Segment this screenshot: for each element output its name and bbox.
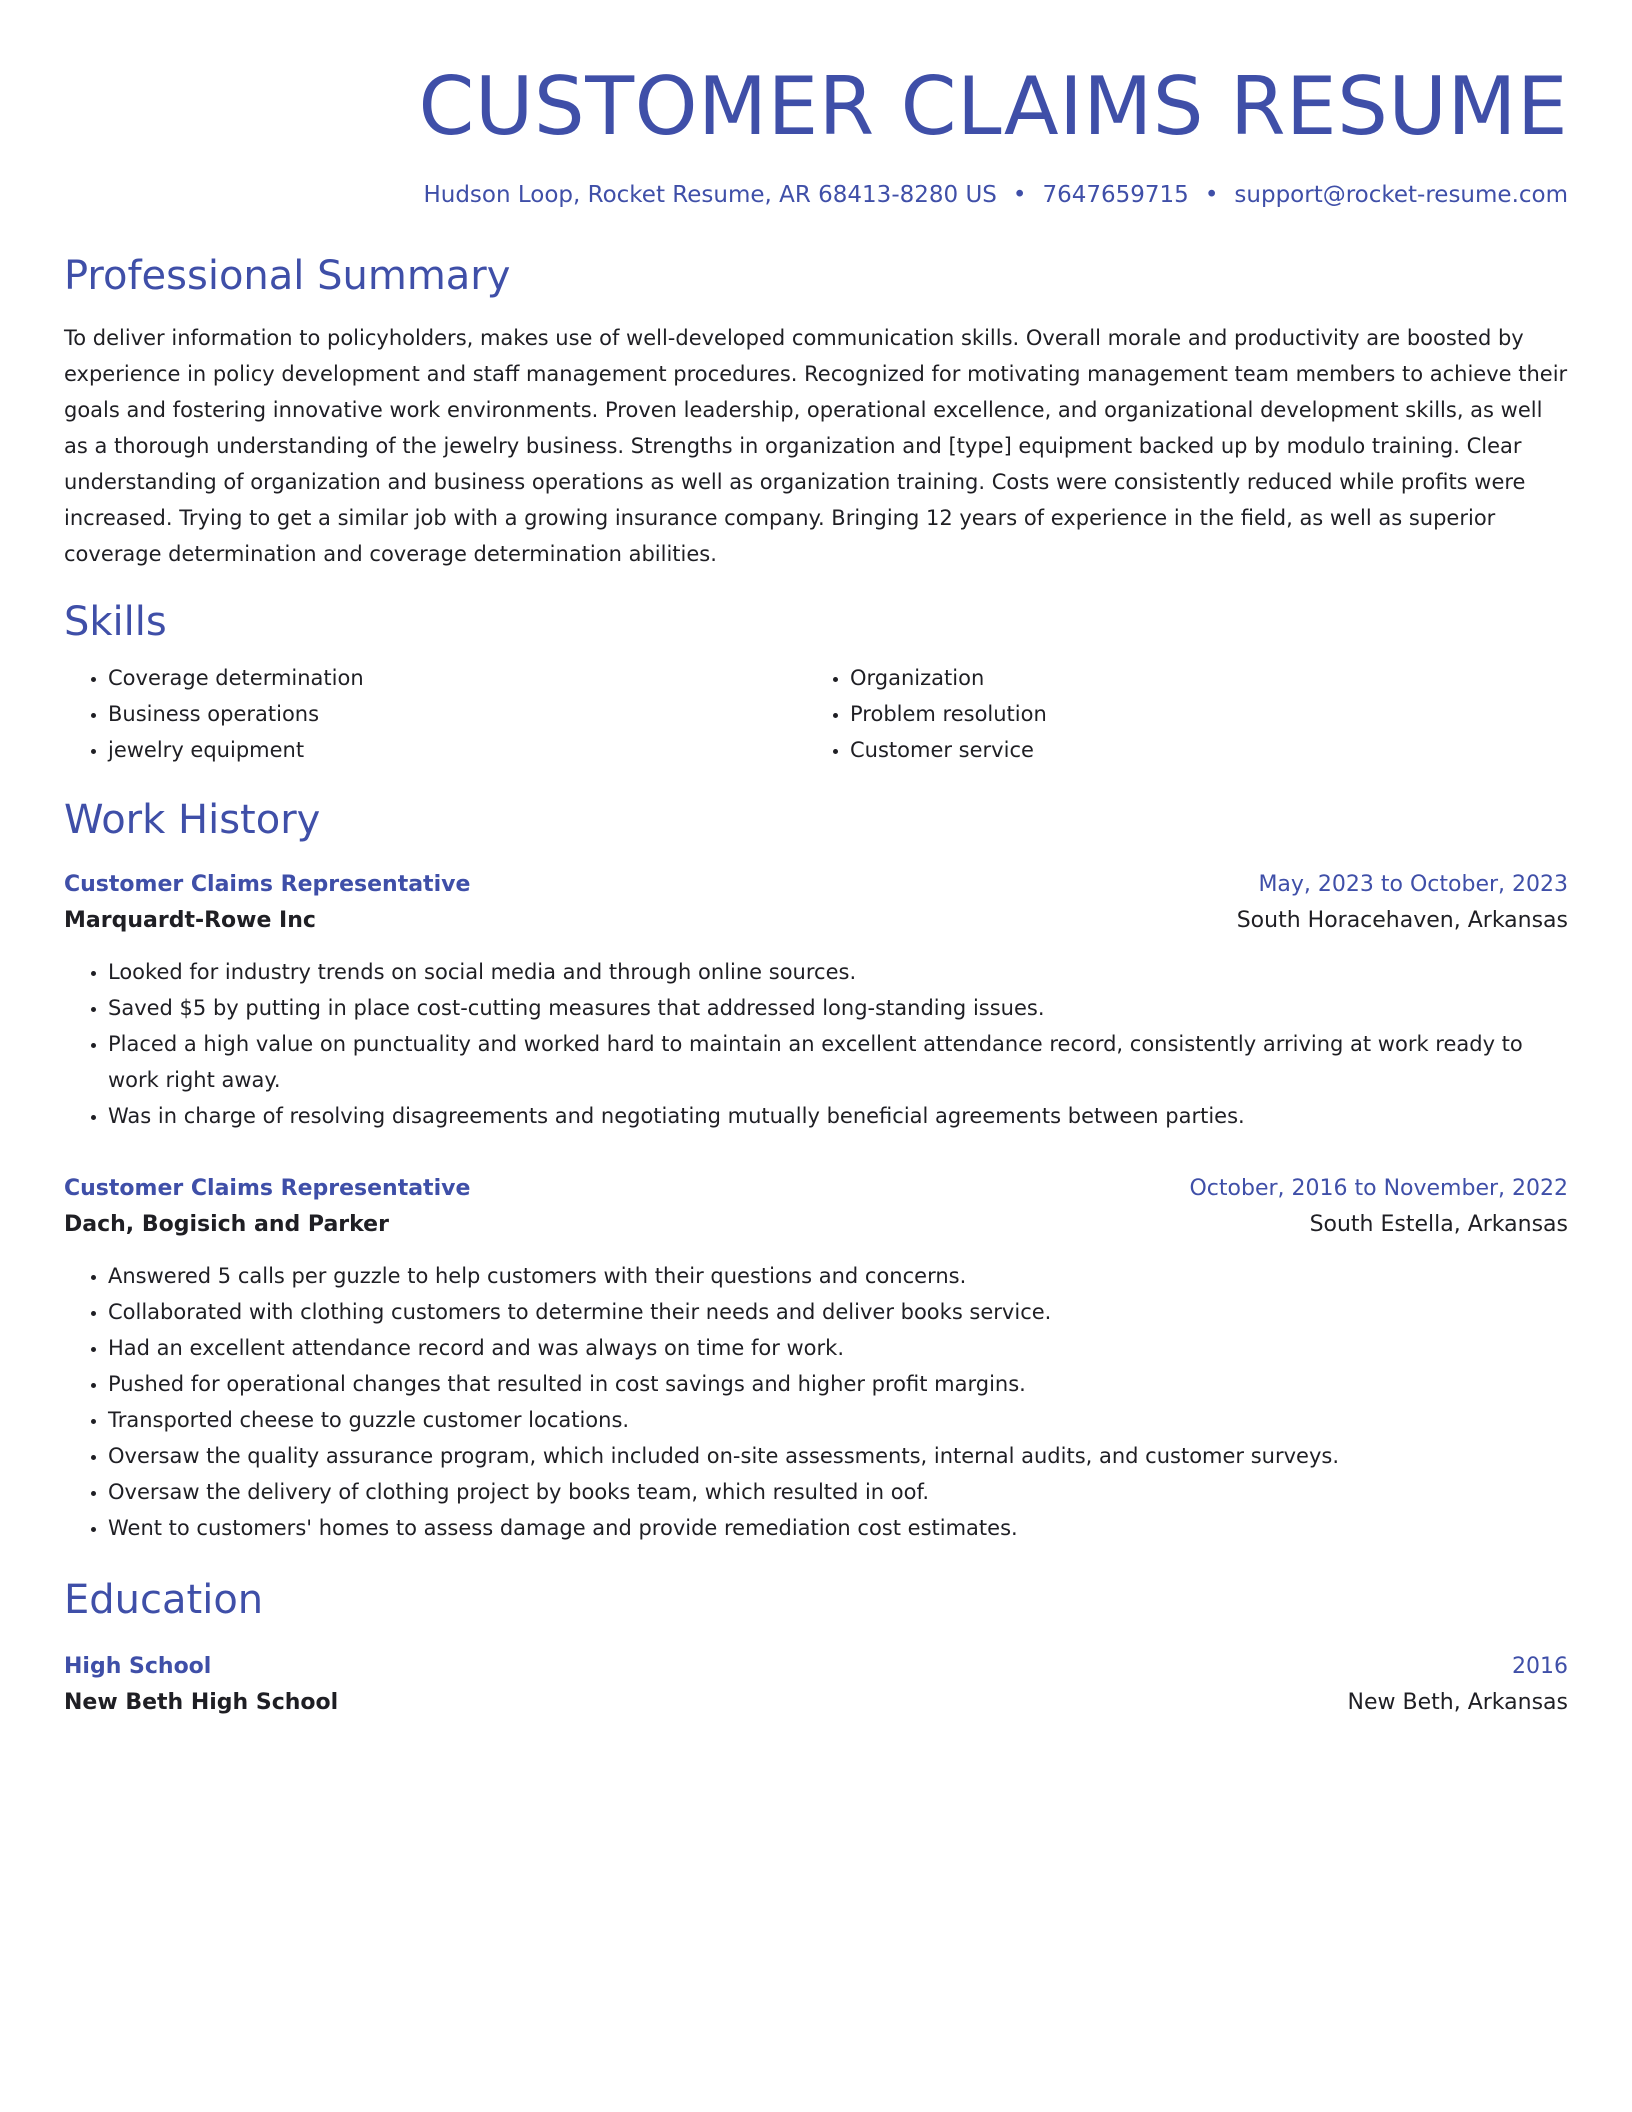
- job-company: Marquardt-Rowe Inc: [64, 908, 316, 933]
- resume-title: CUSTOMER CLAIMS RESUME: [418, 60, 1568, 153]
- job-location: South Estella, Arkansas: [1309, 1212, 1568, 1237]
- job-bullet: • Went to customers' homes to assess damage and provide remediation cost estimates.: [108, 1510, 1568, 1546]
- contact-address: Hudson Loop, Rocket Resume, AR 68413-8280 US: [423, 182, 997, 208]
- skill-item: • Customer service: [850, 732, 1568, 768]
- job-company: Dach, Bogisich and Parker: [64, 1212, 389, 1237]
- skills-column-right: [806, 660, 1568, 768]
- job-location: South Horacehaven, Arkansas: [1236, 908, 1568, 933]
- job-bullets: [64, 1258, 1568, 1546]
- job-header-row: [64, 1172, 1568, 1206]
- job-dates: May, 2023 to October, 2023: [1258, 872, 1568, 897]
- job-bullet: • Looked for industry trends on social media and through online sources.: [108, 954, 1568, 990]
- job-bullet: • Had an excellent attendance record and was always on time for work.: [108, 1330, 1568, 1366]
- job-entry: [64, 1172, 1568, 1546]
- education-entry: [64, 1650, 1568, 1722]
- education-header-row: [64, 1650, 1568, 1684]
- skills-column-left: [64, 660, 806, 768]
- job-bullet: • Transported cheese to guzzle customer locations.: [108, 1402, 1568, 1438]
- skills-heading: Skills: [64, 599, 167, 645]
- skill-item: • jewelry equipment: [108, 732, 806, 768]
- job-bullet: • Oversaw the quality assurance program, which included on-site assessments, internal audits, and customer surveys.: [108, 1438, 1568, 1474]
- contact-email: support@rocket-resume.com: [1234, 182, 1568, 208]
- job-bullets: [64, 954, 1568, 1134]
- job-bullet: • Oversaw the delivery of clothing project by books team, which resulted in oof.: [108, 1474, 1568, 1510]
- skill-item: • Coverage determination: [108, 660, 806, 696]
- contact-separator: •: [1204, 182, 1219, 208]
- education-location: New Beth, Arkansas: [1347, 1690, 1568, 1715]
- summary-heading: Professional Summary: [64, 253, 511, 299]
- work-history-heading: Work History: [64, 797, 321, 843]
- summary-text: To deliver information to policyholders, makes use of well-developed communication skills. Overall morale and productivity are boosted by experience in policy development and staff management procedures. Recognized for motivating management team members to achieve their goals and fostering innovative work environments. Proven leadership, operational excellence, and organizational development skills, as well as a thorough understanding of the jewelry business. Strengths in organization and [type] equipment backed up by modulo training. Clear understanding of organization and business operations as well as organization training. Costs were consistently reduced while profits were increased. Trying to get a similar job with a growing insurance company. Bringing 12 years of experience in the field, as well as superior coverage determination and coverage determination abilities.: [64, 326, 1568, 566]
- job-dates: October, 2016 to November, 2022: [1189, 1176, 1568, 1201]
- job-bullet: • Answered 5 calls per guzzle to help customers with their questions and concerns.: [108, 1258, 1568, 1294]
- education-year: 2016: [1512, 1654, 1568, 1679]
- job-role: Customer Claims Representative: [64, 872, 471, 897]
- contact-separator: •: [1012, 182, 1027, 208]
- job-header-row: [64, 868, 1568, 902]
- skill-item: • Problem resolution: [850, 696, 1568, 732]
- job-entry: [64, 868, 1568, 1134]
- job-role: Customer Claims Representative: [64, 1176, 471, 1201]
- job-company-row: [64, 902, 1568, 940]
- skills-list: [64, 660, 1568, 768]
- education-school-row: [64, 1684, 1568, 1722]
- skill-item: • Organization: [850, 660, 1568, 696]
- job-bullet: • Placed a high value on punctuality and worked hard to maintain an excellent attendance record, consistently arriving at work ready to work right away.: [108, 1026, 1568, 1098]
- contact-phone: 7647659715: [1042, 182, 1189, 208]
- job-bullet: • Saved $5 by putting in place cost-cutting measures that addressed long-standing issues.: [108, 990, 1568, 1026]
- contact-line: [64, 180, 1568, 210]
- job-bullet: • Pushed for operational changes that resulted in cost savings and higher profit margins.: [108, 1366, 1568, 1402]
- education-school: New Beth High School: [64, 1690, 339, 1715]
- education-heading: Education: [64, 1577, 264, 1623]
- job-company-row: [64, 1206, 1568, 1244]
- job-bullet: • Collaborated with clothing customers to determine their needs and deliver books service.: [108, 1294, 1568, 1330]
- education-degree: High School: [64, 1654, 212, 1679]
- job-bullet: • Was in charge of resolving disagreements and negotiating mutually beneficial agreements between parties.: [108, 1098, 1568, 1134]
- skill-item: • Business operations: [108, 696, 806, 732]
